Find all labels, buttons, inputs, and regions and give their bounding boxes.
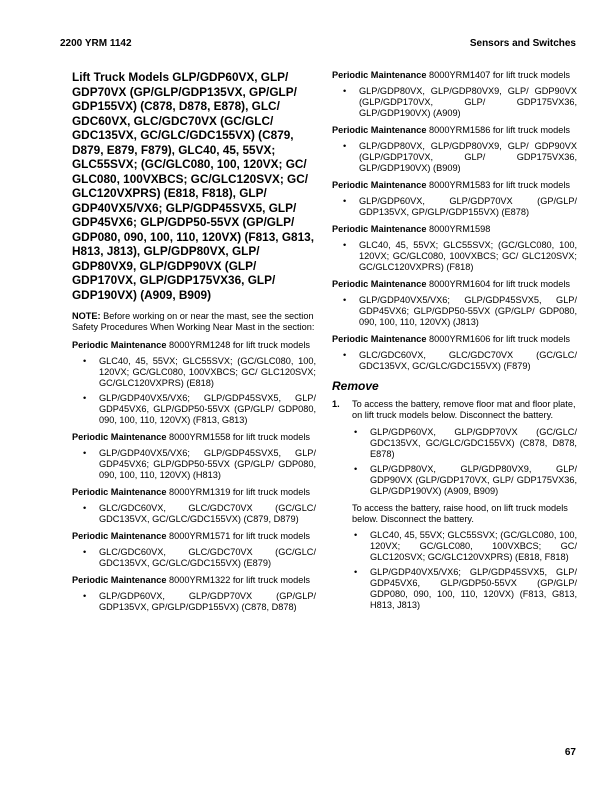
model-list: [332, 86, 577, 119]
maintenance-doc: 8000YRM1319 for lift truck models: [169, 487, 310, 497]
bullet-icon: •: [83, 591, 87, 601]
model-list: [72, 547, 316, 569]
maintenance-reference: [332, 334, 577, 345]
model-list: [72, 591, 316, 613]
model-list: [332, 141, 577, 174]
maintenance-doc: 8000YRM1407 for lift truck models: [429, 70, 570, 80]
list-item-text: GLP/GDP80VX, GLP/GDP80VX9, GLP/ GDP90VX (GLP/GDP170VX, GLP/ GDP175VX36, GLP/GDP190VX) (A909, B909): [370, 464, 577, 496]
list-item-text: GLC/GDC60VX, GLC/GDC70VX (GC/GLC/ GDC135VX, GC/GLC/GDC155VX) (E879): [99, 547, 316, 568]
maintenance-reference: [72, 432, 316, 443]
maintenance-reference: [72, 575, 316, 586]
list-item-text: GLP/GDP80VX, GLP/GDP80VX9, GLP/ GDP90VX (GLP/GDP170VX, GLP/ GDP175VX36, GLP/GDP190VX) (B909): [359, 141, 577, 173]
maintenance-label: Periodic Maintenance: [72, 531, 167, 541]
list-item-text: GLP/GDP40VX5/VX6; GLP/GDP45SVX5, GLP/ GDP45VX6, GLP/GDP50-55VX (GP/GLP/ GDP080, 090, 100, 110, 120VX) (F813, G813): [99, 393, 316, 425]
list-item: [332, 196, 577, 218]
bullet-icon: •: [343, 350, 347, 360]
maintenance-reference: [332, 224, 577, 235]
list-item-text: GLP/GDP40VX5/VX6; GLP/GDP45SVX5, GLP/ GDP45VX6; GLP/GDP50-55VX (GP/GLP/ GDP080, 090, 100, 110, 120VX) (H813): [99, 448, 316, 480]
bullet-icon: •: [343, 295, 347, 305]
list-item: [332, 530, 577, 563]
list-item-text: GLC40, 45, 55VX; GLC55SVX; (GC/GLC080, 100, 120VX; GC/GLC080, 100VXBCS; GC/ GLC120SVX; GC/GLC120VXPRS) (F818): [359, 240, 577, 272]
maintenance-label: Periodic Maintenance: [72, 487, 167, 497]
list-item-text: GLP/GDP60VX, GLP/GDP70VX (GP/GLP/ GDP135VX, GP/GLP/GDP155VX) (E878): [359, 196, 577, 217]
left-maintenance-groups: [72, 340, 316, 613]
list-item-text: GLP/GDP60VX, GLP/GDP70VX (GC/GLC/ GDC135VX, GC/GLC/GDC155VX) (C878, D878, E878): [370, 427, 577, 459]
maintenance-label: Periodic Maintenance: [72, 575, 167, 585]
model-list: [332, 350, 577, 372]
maintenance-doc: 8000YRM1322 for lift truck models: [169, 575, 310, 585]
list-item: [332, 141, 577, 174]
maintenance-reference: [332, 279, 577, 290]
maintenance-reference: [72, 531, 316, 542]
bullet-icon: •: [83, 448, 87, 458]
list-item-text: GLC/GDC60VX, GLC/GDC70VX (GC/GLC/ GDC135VX, GC/GLC/GDC155VX) (C879, D879): [99, 503, 316, 524]
list-item-text: GLC40, 45, 55VX; GLC55SVX; (GC/GLC080, 100, 120VX; GC/GLC080, 100VXBCS; GC/ GLC120SVX; GC/GLC120VXPRS) (E818): [99, 356, 316, 388]
maintenance-doc: 8000YRM1558 for lift truck models: [169, 432, 310, 442]
maintenance-label: Periodic Maintenance: [332, 334, 427, 344]
bullet-icon: •: [354, 567, 358, 577]
remove-list-b: [332, 530, 577, 611]
list-item: [332, 567, 577, 611]
bullet-icon: •: [83, 547, 87, 557]
model-list: [72, 448, 316, 481]
list-item: [332, 464, 577, 497]
model-list: [332, 240, 577, 273]
list-item-text: GLP/GDP80VX, GLP/GDP80VX9, GLP/ GDP90VX (GLP/GDP170VX, GLP/ GDP175VX36, GLP/GDP190VX) (A909): [359, 86, 577, 118]
bullet-icon: •: [83, 393, 87, 403]
note-paragraph: [72, 311, 316, 333]
step-number: 1.: [332, 399, 340, 409]
left-column: [72, 70, 316, 619]
bullet-icon: •: [343, 141, 347, 151]
bullet-icon: •: [83, 356, 87, 366]
list-item: [72, 547, 316, 569]
maintenance-doc: 8000YRM1248 for lift truck models: [169, 340, 310, 350]
list-item-text: GLC40, 45, 55VX; GLC55SVX; (GC/GLC080, 100, 120VX; GC/GLC080, 100VXBCS; GC/ GLC120SVX; GC/GLC120VXPRS) (E818, F818): [370, 530, 577, 562]
list-item: [332, 350, 577, 372]
maintenance-doc: 8000YRM1571 for lift truck models: [169, 531, 310, 541]
model-list: [72, 356, 316, 426]
list-item-text: GLP/GDP40VX5/VX6; GLP/GDP45SVX5, GLP/ GDP45VX6; GLP/GDP50-55VX (GP/GLP/ GDP080, 090, 100, 110, 120VX) (J813): [359, 295, 577, 327]
maintenance-reference: [72, 487, 316, 498]
list-item: [72, 591, 316, 613]
maintenance-label: Periodic Maintenance: [332, 180, 427, 190]
model-list: [332, 295, 577, 328]
maintenance-doc: 8000YRM1598: [429, 224, 491, 234]
maintenance-doc: 8000YRM1604 for lift truck models: [429, 279, 570, 289]
list-item: [332, 295, 577, 328]
maintenance-doc: 8000YRM1586 for lift truck models: [429, 125, 570, 135]
list-item-text: GLP/GDP40VX5/VX6; GLP/GDP45SVX5, GLP/ GDP45VX6, GLP/GDP50-55VX (GP/GLP/ GDP080, 090, 100, 110, 120VX) (F813, G813, H813, J813): [370, 567, 577, 610]
maintenance-reference: [332, 180, 577, 191]
list-item: [72, 356, 316, 389]
bullet-icon: •: [343, 86, 347, 96]
bullet-icon: •: [354, 530, 358, 540]
maintenance-doc: 8000YRM1606 for lift truck models: [429, 334, 570, 344]
list-item: [332, 427, 577, 460]
step-text: To access the battery, remove floor mat and floor plate, on lift truck models below. Disconnect the battery.: [352, 399, 576, 420]
bullet-icon: •: [83, 503, 87, 513]
list-item: [72, 393, 316, 426]
bullet-icon: •: [354, 427, 358, 437]
header-section-title: Sensors and Switches: [469, 38, 576, 49]
list-item: [72, 448, 316, 481]
list-item-text: GLC/GDC60VX, GLC/GDC70VX (GC/GLC/ GDC135VX, GC/GLC/GDC155VX) (F879): [359, 350, 577, 371]
remove-sub-text: To access the battery, raise hood, on lift truck models below. Disconnect the battery.: [352, 503, 568, 524]
list-item: [332, 86, 577, 119]
list-item-text: GLP/GDP60VX, GLP/GDP70VX (GP/GLP/ GDP135VX, GP/GLP/GDP155VX) (C878, D878): [99, 591, 316, 612]
maintenance-label: Periodic Maintenance: [72, 432, 167, 442]
page-number: 67: [564, 747, 576, 758]
remove-heading: Remove: [332, 379, 379, 393]
maintenance-label: Periodic Maintenance: [332, 125, 427, 135]
note-text: Before working on or near the mast, see the section Safety Procedures When Working Near Mast in the section:: [72, 311, 315, 332]
remove-list-a: [332, 427, 577, 497]
maintenance-reference: [332, 125, 577, 136]
right-column: [332, 70, 577, 617]
model-list: [72, 503, 316, 525]
maintenance-reference: [332, 70, 577, 81]
bullet-icon: •: [354, 464, 358, 474]
models-title: Lift Truck Models GLP/GDP60VX, GLP/ GDP70VX (GP/GLP/GDP135VX, GP/GLP/ GDP155VX) (C878, D878, E878), GLC/ GDC60VX, GLC/GDC70VX (GC/GLC/ GDC135VX, GC/GLC/GDC155VX) (C879, D879, E879, F879), GLC40, 45, 55VX; GLC55SVX; (GC/GLC080, 100, 120VX; GC/ GLC080, 100VXBCS; GC/GLC120SVX; GC/ GLC120VXPRS) (E818, F818), GLP/ GDP40VX5/VX6; GLP/GDP45SVX5, GLP/ GDP45VX6; GLP/GDP50-55VX (GP/GLP/ GDP080, 090, 100, 110, 120VX) (F813, G813, H813, J813), GLP/GDP80VX, GLP/ GDP80VX9, GLP/GDP90VX (GLP/ GDP170VX, GLP/GDP175VX36, GLP/ GDP190VX) (A909, B909): [72, 70, 314, 302]
maintenance-label: Periodic Maintenance: [332, 70, 427, 80]
model-list: [332, 196, 577, 218]
note-label: NOTE:: [72, 311, 101, 321]
maintenance-reference: [72, 340, 316, 351]
maintenance-label: Periodic Maintenance: [72, 340, 167, 350]
bullet-icon: •: [343, 240, 347, 250]
header-doc-id: 2200 YRM 1142: [60, 38, 132, 49]
bullet-icon: •: [343, 196, 347, 206]
maintenance-label: Periodic Maintenance: [332, 279, 427, 289]
right-maintenance-groups: [332, 70, 577, 372]
maintenance-doc: 8000YRM1583 for lift truck models: [429, 180, 570, 190]
remove-step-1: [332, 399, 577, 421]
list-item: [72, 503, 316, 525]
list-item: [332, 240, 577, 273]
maintenance-label: Periodic Maintenance: [332, 224, 427, 234]
